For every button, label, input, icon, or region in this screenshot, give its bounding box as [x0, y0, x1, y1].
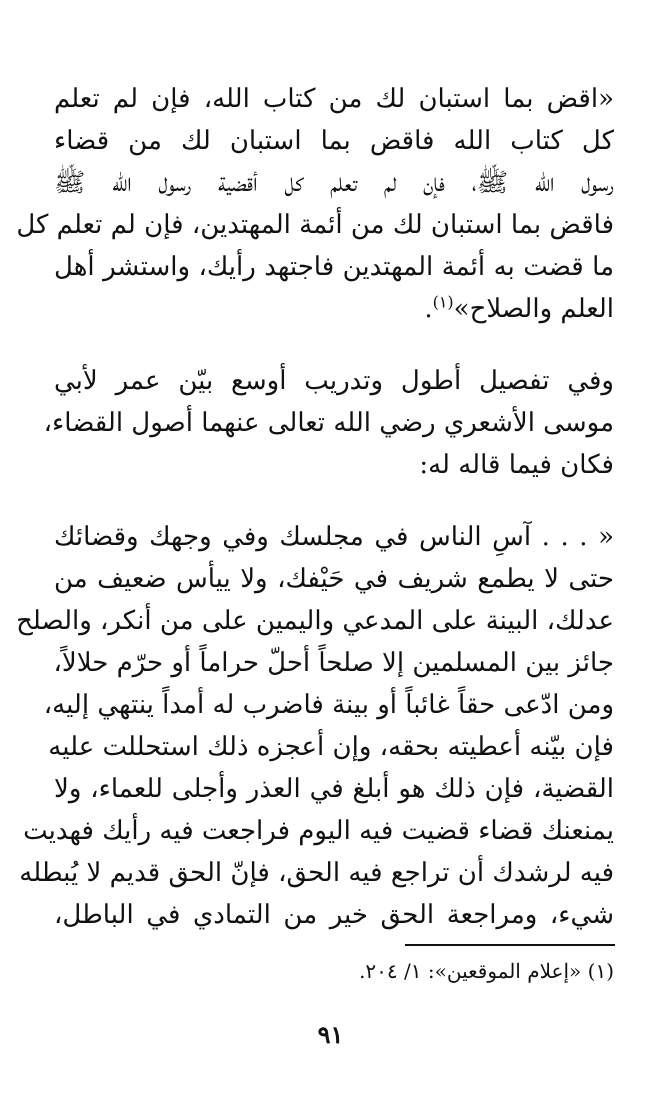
footnote-number: (١)	[587, 959, 614, 983]
text-line: حتى لا يطمع شريف في حَيْفك، ولا ييأس ضعيف من	[54, 564, 614, 594]
text-line: ومن ادّعى حقاً غائباً أو بينة فاضرب له أمداً ينتهي إليه،	[43, 690, 614, 720]
page-body	[16, 78, 614, 936]
text-line: كل كتاب الله فاقض بما استبان لك من قضاء	[54, 126, 614, 156]
text-line: «اقض بما استبان لك من كتاب الله، فإن لم تعلم	[54, 84, 614, 114]
footnote	[359, 956, 614, 986]
sentence-end: .	[424, 294, 433, 324]
text-line: فإن بيّنه أعطيته بحقه، وإن أعجزه ذلك استحللت عليه	[48, 732, 614, 762]
text-line: جائز بين المسلمين إلا صلحاً أحلّ حراماً أو حرّم حلالاً،	[53, 648, 614, 678]
footnote-divider	[405, 944, 615, 946]
paragraph-2	[43, 360, 614, 486]
text-line-last	[54, 288, 614, 330]
text-line: رسول الله ﷺ، فإن لم تعلم كل أقضية رسول الله ﷺ	[54, 168, 614, 198]
text-line: وفي تفصيل أطول وتدريب أوسع بيّن عمر لأبي	[54, 366, 614, 396]
text-line: القضية، فإن ذلك هو أبلغ في العذر وأجلى للعماء، ولا	[54, 774, 614, 804]
text-line: « . . . آسِ الناس في مجلسك وفي وجهك وقضائك	[54, 522, 614, 552]
text-line: فيه لرشدك أن تراجع فيه الحق، فإنّ الحق قديم لا يُبطله	[19, 858, 614, 888]
text-line: موسى الأشعري رضي الله تعالى عنهما أصول القضاء،	[43, 408, 614, 438]
text-line: فاقض بما استبان لك من أئمة المهتدين، فإن لم تعلم كل	[16, 210, 614, 240]
footnote-reference: (١)	[432, 292, 454, 312]
text-line: فكان فيما قاله له:	[419, 450, 614, 480]
text-line: شيء، ومراجعة الحق خير من التمادي في الباطل،	[54, 900, 614, 930]
text-line: يمنعنك قضاء قضيت فيه اليوم فراجعت فيه رأيك فهديت	[23, 816, 614, 846]
text-line: العلم والصلاح»	[453, 294, 614, 324]
page-number: ٩١	[317, 1020, 344, 1049]
text-line: عدلك، البينة على المدعي واليمين على من أنكر، والصلح	[16, 606, 614, 636]
footnote-text: «إعلام الموقعين»: ١/ ٢٠٤.	[359, 959, 582, 983]
paragraph-1	[16, 78, 614, 330]
paragraph-3-quotation	[16, 516, 614, 936]
text-line: ما قضت به أئمة المهتدين فاجتهد رأيك، واستشر أهل	[54, 252, 614, 282]
